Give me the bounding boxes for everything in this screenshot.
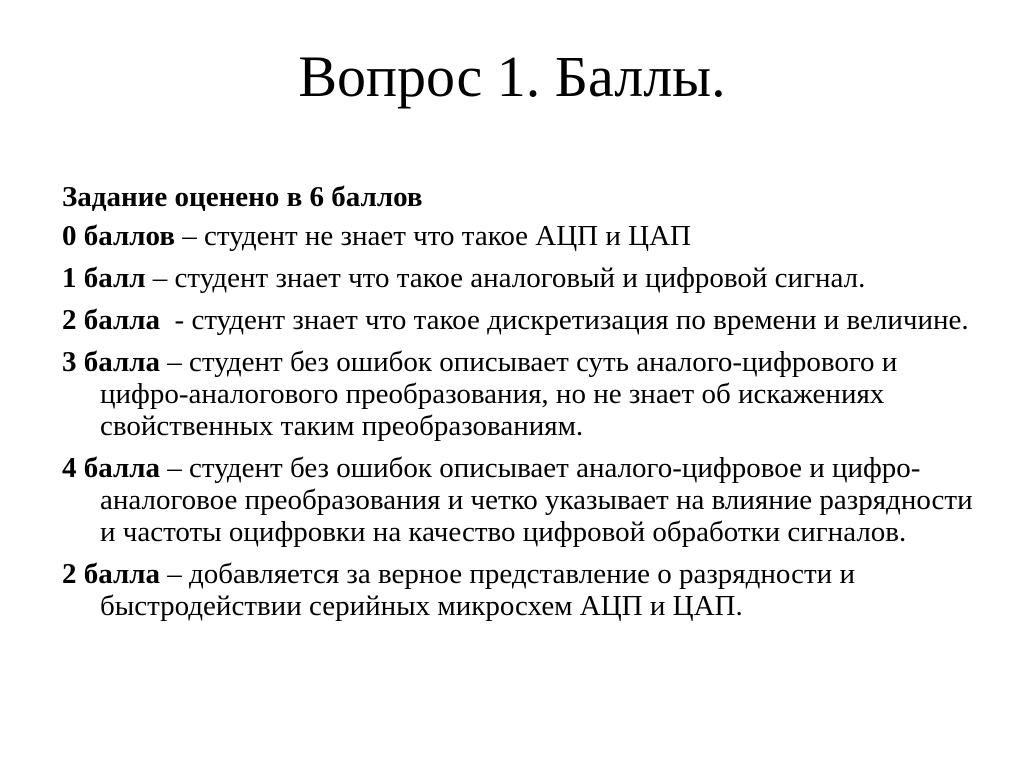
grading-item-1	[62, 262, 982, 294]
grading-criterion: – студент без ошибок описывает суть аналого-цифрового и цифро-аналогового преобразования, но не знает об искажениях свойственных таким преобразованиям.	[100, 346, 898, 442]
grading-criterion: – студент знает что такое аналоговый и цифровой сигнал.	[145, 262, 866, 294]
grading-item-5	[62, 558, 982, 622]
grading-item-4	[62, 452, 982, 548]
grading-points: 3 балла	[62, 346, 161, 378]
grading-criterion: – добавляется за верное представление о разрядности и быстродействии серийных микросхем АЦП и ЦАП.	[100, 558, 855, 622]
slide-body	[62, 180, 982, 632]
grading-points: 4 балла	[62, 452, 161, 484]
grading-item-3	[62, 346, 982, 442]
task-score-heading: Задание оценено в 6 баллов	[62, 181, 423, 213]
grading-item-2	[62, 304, 982, 336]
grading-points: 1 балл	[62, 262, 146, 294]
grading-criterion: - студент знает что такое дискретизация по времени и величине.	[160, 304, 969, 336]
grading-points: 0 баллов	[62, 220, 175, 252]
grading-points: 2 балла	[62, 558, 161, 590]
grading-item-0	[62, 220, 982, 252]
grading-points: 2 балла	[62, 304, 161, 336]
grading-criterion: – студент не знает что такое АЦП и ЦАП	[174, 220, 691, 252]
slide-title: Вопрос 1. Баллы.	[298, 44, 726, 109]
grading-criterion: – студент без ошибок описывает аналого-цифровое и цифро-аналоговое преобразования и четко указывает на влияние разрядности и частоты оцифровки на качество цифровой обработки сигналов.	[100, 452, 973, 548]
